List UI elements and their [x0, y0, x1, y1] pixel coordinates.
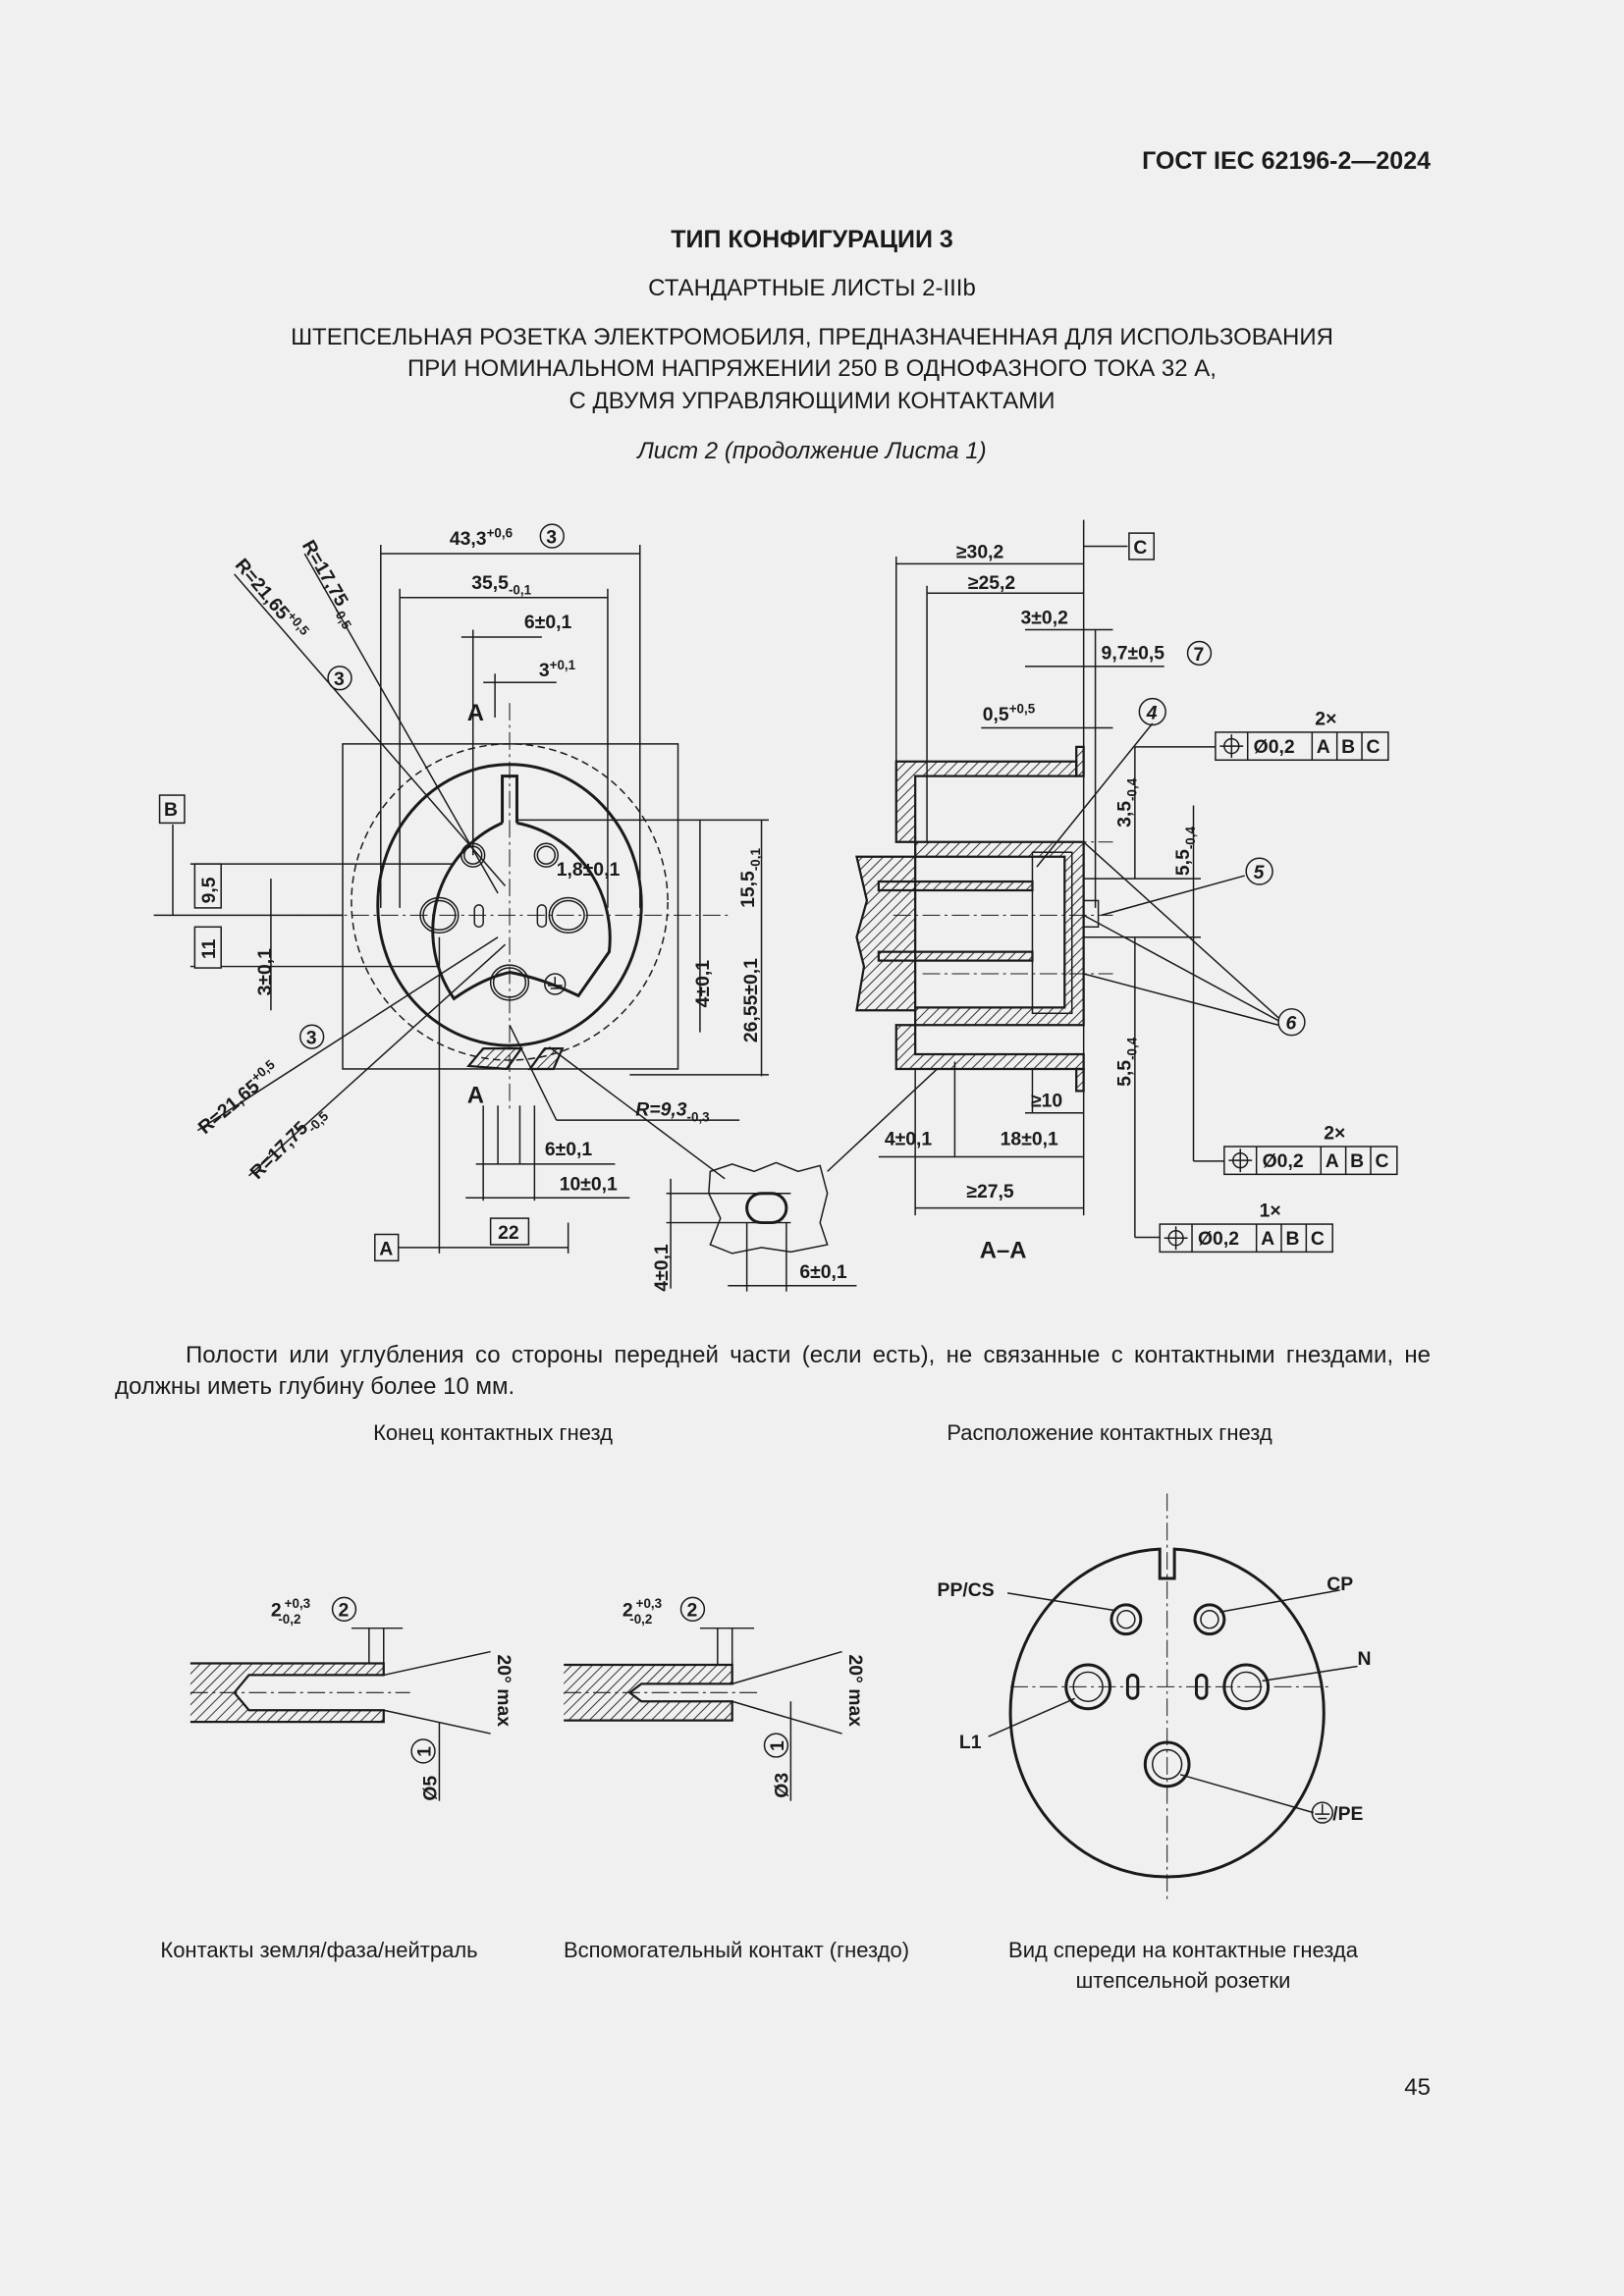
ref-7: 7: [1193, 643, 1205, 666]
dim-5-5b: $5,5_{-0,4}$: [1113, 1037, 1140, 1087]
angle-20-max: 20° max: [844, 1654, 867, 1728]
dim-18: 18±0,1: [1000, 1128, 1058, 1150]
front-view: [154, 524, 938, 1292]
dim-3: $3^{+0,1}$: [538, 657, 576, 682]
angle-20-max: 20° max: [493, 1654, 515, 1728]
radius-9-3: $R=9,3_{-0,3}$: [635, 1098, 710, 1125]
ref-2: 2: [338, 1599, 350, 1622]
ref-6: 6: [1285, 1012, 1297, 1035]
datum-c: C: [1133, 536, 1148, 559]
svg-text:A: A: [1261, 1227, 1275, 1250]
ref-3: 3: [334, 668, 345, 691]
dim-27-5: ≥27,5: [966, 1181, 1014, 1203]
caption-front-view: Вид спереди на контактные гнезда: [1008, 1938, 1358, 1962]
dim-6b: 6±0,1: [544, 1138, 593, 1160]
svg-text:Ø0,2: Ø0,2: [1262, 1149, 1304, 1172]
config-title: ТИП КОНФИГУРАЦИИ 3: [671, 226, 953, 253]
dim-3b: 3±0,1: [253, 948, 276, 996]
dim-4: 4±0,1: [884, 1128, 933, 1150]
dim-11: 11: [198, 938, 221, 960]
caption-front-view-2: штепсельной розетки: [1075, 1968, 1291, 1993]
sheets-title: СТАНДАРТНЫЕ ЛИСТЫ 2-IIIb: [648, 275, 976, 301]
ref-4: 4: [1146, 702, 1158, 724]
tol-2: 2 $^{+0,3}$ -0,2: [270, 1595, 311, 1628]
tol-2: 2 $^{+0,3}$ -0,2: [622, 1595, 663, 1628]
caption-aux-contact: Вспомогательный контакт (гнездо): [563, 1938, 910, 1962]
dim-22: 22: [498, 1221, 519, 1244]
dim-4: 4±0,1: [691, 959, 714, 1008]
contact-end-aux: [564, 1596, 866, 1801]
caption-contact-layout: Расположение контактных гнезд: [947, 1420, 1272, 1445]
dim-3-5: $3,5_{-0,4}$: [1113, 777, 1140, 828]
label-pe: /PE: [1332, 1803, 1364, 1826]
ground-symbol-icon: [1312, 1802, 1332, 1823]
ref-3: 3: [546, 526, 558, 549]
svg-text:C: C: [1375, 1149, 1389, 1172]
dim-10: 10±0,1: [559, 1173, 618, 1196]
svg-text:Ø0,2: Ø0,2: [1253, 735, 1295, 758]
section-mark-bottom: A: [466, 1082, 485, 1109]
standard-number: ГОСТ IEC 62196-2—2024: [1142, 147, 1431, 175]
dim-1-8: 1,8±0,1: [556, 859, 621, 881]
description-line: ПРИ НОМИНАЛЬНОМ НАПРЯЖЕНИИ 250 В ОДНОФАЗНОГО ТОКА 32 А,: [407, 355, 1217, 382]
section-mark-top: A: [466, 700, 485, 727]
dim-9-7: 9,7±0,5: [1101, 642, 1165, 665]
note-paragraph: Полости или углубления со стороны передней части (если есть), не связанные с контактными гнездами, не должны иметь глубину более 10 мм.: [115, 1342, 1431, 1400]
datum-b: B: [164, 798, 179, 821]
dim-25-2: ≥25,2: [967, 571, 1016, 594]
section-view: [856, 520, 1396, 1264]
ref-2: 2: [686, 1599, 698, 1622]
position-tolerance-frame: [1224, 1123, 1397, 1175]
detail-dim-6: 6±0,1: [799, 1261, 847, 1284]
svg-text:2×: 2×: [1315, 708, 1337, 730]
description-line: С ДВУМЯ УПРАВЛЯЮЩИМИ КОНТАКТАМИ: [568, 388, 1056, 414]
dim-6: 6±0,1: [523, 612, 572, 634]
svg-text:B: B: [1350, 1149, 1365, 1172]
dim-43-3: $43,3^{+0,6}$: [449, 525, 514, 551]
dia-3: Ø3: [771, 1772, 793, 1798]
label-n: N: [1357, 1647, 1372, 1670]
section-label: A–A: [979, 1237, 1027, 1264]
description-line: ШТЕПСЕЛЬНАЯ РОЗЕТКА ЭЛЕКТРОМОБИЛЯ, ПРЕДНАЗНАЧЕННАЯ ДЛЯ ИСПОЛЬЗОВАНИЯ: [291, 324, 1333, 350]
dim-15-5: $15,5_{-0,1}$: [737, 848, 764, 908]
svg-text:A: A: [1325, 1149, 1339, 1172]
contact-layout: [938, 1493, 1372, 1903]
detail-dim-4: 4±0,1: [651, 1244, 674, 1292]
svg-text:2×: 2×: [1324, 1122, 1346, 1145]
svg-text:C: C: [1310, 1227, 1325, 1250]
ref-1: 1: [766, 1740, 788, 1751]
datum-a: A: [379, 1238, 394, 1260]
svg-text:B: B: [1341, 735, 1356, 758]
svg-text:1×: 1×: [1259, 1200, 1281, 1222]
svg-text:Ø0,2: Ø0,2: [1197, 1227, 1240, 1250]
ref-1: 1: [413, 1746, 436, 1757]
dim-30-2: ≥30,2: [955, 541, 1004, 563]
svg-text:A: A: [1316, 735, 1330, 758]
svg-text:C: C: [1366, 735, 1380, 758]
label-pp-cs: PP/CS: [937, 1578, 995, 1601]
dim-9-5: 9,5: [198, 877, 221, 904]
label-l1: L1: [958, 1731, 982, 1753]
dim-0-5: $0,5^{+0,5}$: [982, 701, 1036, 726]
caption-main-contacts: Контакты земля/фаза/нейтраль: [160, 1938, 478, 1962]
ref-3: 3: [305, 1027, 317, 1049]
radius-17-75-top: $R=17,75_{-0,5}$: [297, 536, 354, 632]
dim-35-5: $35,5_{-0,1}$: [471, 571, 532, 598]
dim-26-55: 26,55±0,1: [740, 958, 763, 1043]
label-cp: CP: [1326, 1573, 1354, 1595]
dim-5-5a: $5,5_{-0,4}$: [1172, 827, 1199, 877]
radius-21-65-bottom: $R=21,65^{+0,5}$: [193, 1056, 278, 1139]
radius-17-75-bottom: $R=17,75_{-0,5}$: [245, 1108, 332, 1184]
svg-text:B: B: [1285, 1227, 1300, 1250]
radius-21-65-top: $R=21,65^{+0,5}$: [230, 554, 312, 638]
dim-10: ≥10: [1030, 1090, 1063, 1112]
position-tolerance-frame: [1216, 708, 1388, 760]
sheet-note: Лист 2 (продолжение Листа 1): [637, 438, 987, 464]
contact-end-main: [190, 1596, 514, 1801]
dim-3-2: 3±0,2: [1020, 607, 1068, 629]
position-tolerance-frame: [1160, 1201, 1332, 1253]
ref-5: 5: [1253, 862, 1265, 884]
dia-5: Ø5: [419, 1775, 442, 1801]
caption-contact-end: Конец контактных гнезд: [373, 1420, 613, 1445]
page-number: 45: [1404, 2074, 1431, 2101]
